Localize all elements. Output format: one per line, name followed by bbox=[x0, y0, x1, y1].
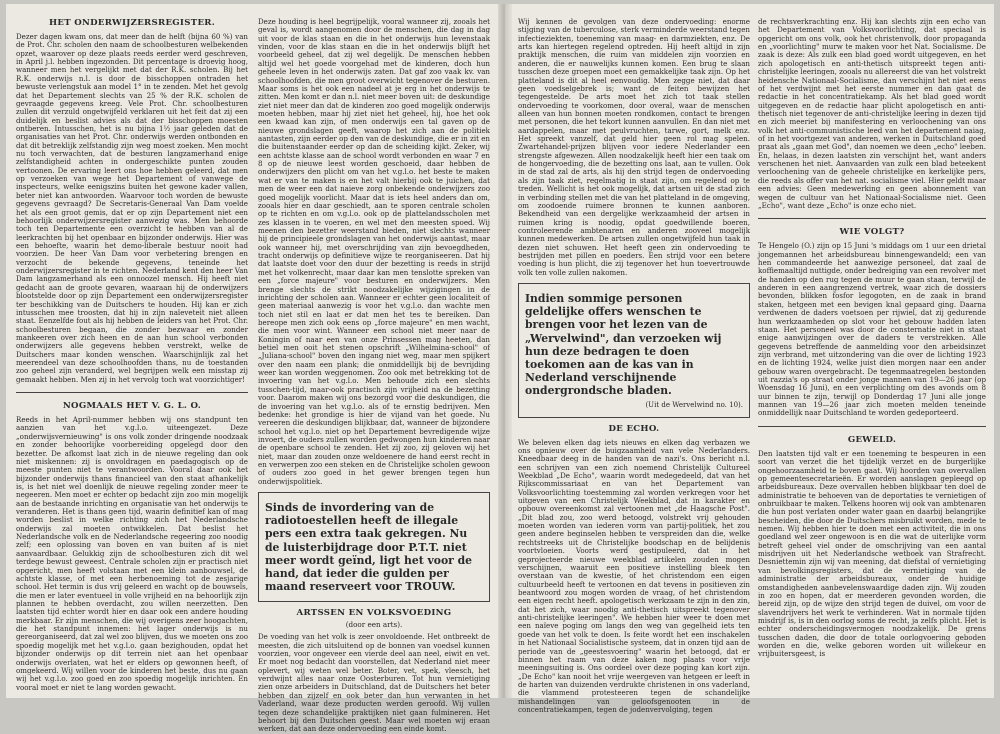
column-2 bbox=[258, 17, 490, 734]
wervelwind-citation: (Uit de Wervelwind no. 10). bbox=[645, 400, 743, 409]
article-body-onderwijzersregister: Dezer dagen kwam ons, dat meer dan de helft (bijna 60 %) van de Prot. Chr. scholen den naam de schoolbesturen welbekenden opzet, waarover op deze plaats reeds eerder werd geschreven, in April j.l. hebben ingezonden. Dit percentage is droevig hoog, wanneer men het vergelijkt met dat der R.K. scholen. Bij het R.K. onderwijs n.l. is door de bisschoppen ontraden het bewuste verlengstuk aan model 1° in te zenden. Met het gevolg dat het Departement slechts van 25 % der R.K. scholen de gevraagde gegevens kreeg. Vele Prot. Chr. schoolbesturen zullen dit verzuld ongetwijfeld verklaren uit het feit dat zij een duidelijk en beslist advies als dat der bisschoppen moesten ontberen. Intusschen, het is nu bijna 1½ jaar geleden dat de organisaties van het Prot. Chr. onderwijs werden ontbonden en dat dit betreklijk zelfstandig zijn weg moest zoeken. Men mocht nu toch verwachten, dat de besturen langzamerhand enige zelfstandigheid achten in ondergeschikte punten zouden vertoonen. De ervaring leert ons hoe hebben geleerd, dat men op verzoeken van wege het Departement of vanwege de inspecteurs, welke eenigszins buiten het gewone kader vallen, beter niet kan antwoorden. Waarvoor toch worden de bewuste gegevens gevraagd? De Secretaris-Generaal Van Dam voelde het als een groot gemis, dat er op zijn Departement niet een behoorlijk onderwijzersregister aanwezig was. Men behoorde toch ten Departemente een overzicht te hebben van al de leerkrachten bij het openbaar en bijzonder onderwijs. Hier was een behoefte, waarin het demo-liberale bestuur nooit had voorzien. De heer Van Dam voor verbetering brengen en verzocht de bekende gegevens, teneinde het onderwijzersregister in te richten. Nederland kent den heer Van Dam langzamerhand als een onnoozel mensch. Hij heeft niet gedacht aan de groote gevaren, waaraan hij de onderwijzers blootstelde door op zijn Departement een onderwijzersregister ter beschikking van de Duitschers te houden. Hij kan er zich intusschen mee troosten, dat hij in zijn naïeveteit niet alleen staat. Eenzelfde fout als hij hebben de leiders van het Prot. Chr. schoolbesturen begaan, die zonder bezwaar en zonder mankeeren over zich heen en de aan hun school verbonden onderwijzers alle gegevens hebben verstrekt, welke de Duitschers maar konden wenschen. Waarschijnlijk zal het meerendeel van deze schoolhoofden thans, nu de toestanden zoo geheel zijn veranderd, wel begrijpen welk een misstap zij gemaakt hebben. Men zij in het vervolg toch wat voorzichtiger! bbox=[16, 32, 248, 384]
divider bbox=[758, 426, 986, 427]
column-4 bbox=[758, 18, 986, 690]
column-1 bbox=[16, 18, 248, 690]
wervelwind-notice-text: Indien sommige personen geldelijke offers wenschen te brengen voor het lezen van de „Wervelwind", dan verzoeken wij hun deze bedragen te doen toekomen aan de kas van in Nederland verschijnende ondergrondsche bladen. bbox=[525, 292, 722, 398]
column-3 bbox=[518, 17, 750, 715]
article-body-wie-volgt: Te Hengelo (O.) zijn op 15 Juni 's middags om 1 uur een drietal jongemannen het arbeidsbureau binnengewandeld; een van hen commandeerde het aanwezige personeel, dat zaal de koffiemaaltijd nuttigde, onder bedreiging van een revolver met de handen op den rug tegen de muur te gaan staan, terwijl de anderen in een aangrenzend vertrek, waar zich de dossiers bevonden, blikken fosfor legogoten, en de zaak in brand staken, hetgeen met een bevigen knal gepaard ging. Daarna verdwenen de daders voetsoen per rijwiel, dat zij gedurende hun werkzaamheden op slot voor het gebouw hadden laten staan. Het personeel was door de consternatie niet in staat enige aanwijzingen over de daders te verstrekken. Alle gegevens betreffende de aanmelding voor den arbeidsinzet zijn verbrand, met uitzondering van die over de lichting 1923 en de lichting 1924, welke juist dien morgen naar een ander gebouw waren overgebracht. De tegenmaatregelen bestonden uit razzia's op straat onder jonge mannen van 19—26 jaar (op Woensdag 16 Juni), en een verplichting om des avonds om 8 uur binnen te zijn, terwijl op Donderdag 17 Juni alle jonge mannen van 19—26 jaar zich moeten melden teneinde onmiddellijk naar Duitschland te worden gedeporteerd. bbox=[758, 241, 986, 418]
article-body-vglo-continued: Deze houding is heel begrijpelijk, vooral wanneer zij, zooals het geval is, wordt aangenomen door de menschen, die dag in dag uit voor de klas staan en die in het onderwijs hun levenstaak vinden, voor de klas staan en die in het onderwijs blijft het voorbeeld geheel, dat zij wel degelijk. De menschen hebben altijd wel het goede voorgehad met de kinderen, doch hun geheele leven in het onderwijs zaten. Dat gaf zoo vaak kv. van schoolhoofden, die men groot overwicht tegenover de besturen. Maar soms is het ook een nadeel at je erg in het onderwijs te zitten. Men komt er dan n.l. niet meer boven uit: de deskundige ziet niet meer dan dat de kinderen zoo goed mogelijk onderwijs moeten hebben, maar hij ziet niet het geheel, hij, hoe het ook een kwaad kan zijn, of men onderwijs een tal gaven op de nieuwe grondslagen geeft, waarop het zich aan de politiek aantasten, zijn eerder op den van de deskundige, die er in zit en die buitenstaander eerder op dan de scheiding kijkt. Zeker, wij een achtste klasse aan de school wordt verbonden en waar 7 en 8 op de nieuwe leest worden geschoeid, daar hebben de onderwijzers den plicht om van het v.g.l.o. het beste te maken wat er van te maken is en het valt hierbij ook te juichen, dat men de weer een dat naieve zorg onbekende onderwijzers zoo goed mogelijk voorlicht. Maar dat is iets heel anders dan om, zooals hier en daar geschiedt, aan te sporen centrale scholen op te richten en om v.g.l.o. ook op de plattelandsscholen met zes klassen in te voeren, en wel met den meesten spoed. Wij meenen den bezetter weerstand bieden, niet slechts wanneer hij de principieele grondslagen van het onderwijs aantast, maar ook wanneer hij, met overschrijding van zijn bevoegdheden, tracht onderwijs op definitieve wijze te reorganiseeren. Dat hij dat laatste doet voor den duur der bezetting is reeds in strijd met het volkenrecht, maar daar kan men tenslotte spreken van een „force majeure" voor besturen en onderwijzers. Men brenge slechts de strikt noodzakelijke wijzigingen in de inrichting der scholen aan. Wanneer er echter geen localiteit of geen materiaal aanwezig is voor het v.g.l.o. dan wachte men toch niet stil en laat er dat men het tes te bereiken. Dan bereope men zich ook eens op „force majeure" en men wacht, die men voor wint. Wanneer een school niet meer naar de Koningin of naar een van onze Prinsessen mag heeten, dan betiel men ooit het stenen opschrift „Wilhelmina-school" of „Juliana-school" boven den ingang niet weg, maar men spijkert over den naam een plank; die onmiddellijk bij de bevrijding weer kan worden weggenomen. Zoo ook met betrekking tot de invoering van het v.g.l.o. Men behoude zich een slechts tusschen-tijd, maar-ook practisch zijn vrijheid na de bezetting voor. Daarom maken wij ons bezorgd voor die deskundigen, die de invoering van het v.g.l.o. als of te ernstig bedrijven. Men bedenke: het grondige is hier de vijand van het goede. Nu vereeren die deskundigen blijkbaar, dat, wanneer de bijzondere school het v.g.l.o. niet op het Departement bevredigende wijze invoert, de ouders zullen worden gedwongen hun kinderen naar de openbare school te zenden. Het zij zoo, zij geloven wij het niet, maar dan zouden onze weldoenere de hand eerst recht in en verwerpen zoo een steken en de Christelijke scholen gewoon of ouders zoo goed in het gewer brengen tegen hun onderwijspolitiek. bbox=[258, 17, 490, 486]
wervelwind-notice-box bbox=[518, 283, 750, 417]
divider bbox=[16, 392, 248, 393]
article-subtitle-artsen: (door een arts). bbox=[345, 620, 403, 630]
article-body-echo-continued: de rechtsverkrachting enz. Hij kan slechts zijn een echo van het Departement van Volksvoorlichting, dat speciaal is opgericht om ons volk, ook het christenvolk, door propaganda en „voorlichting" murw te maken voor het Nat. Socialisme. De zaak is deze: Als zulk een blad goed wordt uitgegeven, en het zich apologetisch en anti-thetisch uitspreekt tegen anti-christelijke leeringen, zooals nu allereerst die van het volstrekt heidensche Nationaal-Socialisme, dan verschijnt het niet eens of het verdwijnt met het eerste nummer en dan gaat de redactie in het concentratiekamp. Als het blad goed wordt uitgegeven en de redactie haar plicht apologetisch en anti-thetisch niet tegenover de anti-christelijke leering in dezen tijd en zich meeriet bij manifestering en verloochening van ons volk het anti-communistische leed van het departement naiag, of in het voortgezet van anderen, werken in Duitschland goed praat als „gaan met God", dan noemen we deen „echo" leeben. En, helaas, in dezen laatsten zin verschijnt het, want anders verschenen het niet. Aanvaarden van zulk een blad beteekent verloochening van de geheele christelijke en kerkelijke pers, die reeds als offer van het nat. socialisme viel. Hier geldt maar een advies: Geen medewerking en geen abonnement van wegen de cultuur van het Nationaal-Socialisme niet. Geen „Echo", want deze „Echo" is onze echo niet. bbox=[758, 17, 987, 210]
article-title-wie-volgt: WIE VOLGT? bbox=[839, 227, 905, 238]
radio-notice-box bbox=[258, 492, 490, 602]
article-title-onderwijzersregister: HET ONDERWIJZERSREGISTER. bbox=[48, 18, 216, 28]
article-title-echo: DE ECHO. bbox=[608, 423, 660, 434]
article-body-geweld: Den laatsten tijd valt er een toeneming te bespeuren in een soort van verzet die het tijdelijk verzet en de burgerlijke ongehoorzaamheid te boven gaat. Wij hoorden van overvallen op gemeentesecretarieën. Er worden aanslagen gepleegd op arbeidsbureaux. Deze overvallen hebben blijkbaar ten doel de administratie te behoeven van de deportaties te vernietigen of onbruikbaar te maken. Telkens hooren wij ook van ambtenaren die hun post verlaten onder water gaan en daarbij belangrijke bescheiden, die door de Duitschers misbruikt worden, mede te nemen. Wij hebben hier te doen met een activiteit, die in ons goedland wel zeer ongewoon is en die wat de uiterlijke vorm betreft geheel viel onder de omschrijving van een aantal misdrijven uit het Nederlandsche wetboek van Strafrecht. Desniettemin zijn wij van meening, dat diefstal of vernietiging van bevolkingsregisters, dat de vernietiging van de administratie der arbeidsbureaux, onder de huidige omstandigheden aanbevelenswaardige daden zijn. Wij zouden in zoo en hopen, dat er meerderen gevonden worden, die bereid zijn, op de wijze den strijd tegen de duivel, om voor de slavendrijvers het werk te verhinderen. Wat in normale tijden misdrijf is, is in den oorlog soms de recht, ja zelfs plicht. Het is echter onderscheidingsvermogen noodzakelijk. De grens tusschen daden, die door de totale oorlogvoering geboden worden en die, welke geboren worden uit willekeur en vrijbuitersgeest, is bbox=[758, 448, 986, 659]
article-body-vglo: Reeds in het April-nummer hebben wij ons standpunt ten aanzien van het v.g.l.o. uiteengezet. Deze „onderwijsvernieuwing" is ons volk zonder dringende noodzaak en zonder behoorlijke voorbereiding opgelegd door den bezetter. De afkomst laat zich in de nieuwe regeling dan ook niet miskennen: zij is onvoldragen en paedagogisch op de meeste punten niet te verantwoorden. Vooral daar ook het bijzonder onderwijs thans financieel van den staat afhankelijk is, is het niet wel doenlijk de nieuwe regeling zonder meer te negeeren. Men moet er echter op bedacht zijn zoo min mogelijk aan de bestaande inrichting en organisatie van het onderwijs te veranderen. Het is thans geen tijd, waarin definitief kan of mag worden beslist in welke richting zich het Nederlandsche onderwijs zal moeten ontwikkelen. Dat beslist het Nederlandsche volk en de Nederlandsche regeering zoo noodig zelf; een oplossing van boven en van buiten af is niet aanvaardbaar. Gelukkig zijn de schoolbesturen zich dit wel terdege bewust geweest. Centrale scholen zijn er practisch niet opgericht, men heeft volstaan met een klein aanbouwsel, de achtste klasse, of met een herbenoeming tot de zesjarige school. Het termin is dus vrij geleerd en wacht op de bouwsels, die men er later eventueel in volle vrijheid en na behoorlijk zijn plannen te hebben overdacht, zou willen neerzetten. Den laatsten tijd echter wordt hier en daar ook een andere houding merkbaar. Er zijn menschen, die wij overigens zeer hoogachten, die het standpunt innemen: het lager onderwijs is nu gereorganiseerd, dat zal wel zoo blijven, dus we moeten ons zoo spoedig mogelijk met het v.g.l.o. gaan bezighouden, opdat het bijzonder onderwijs op dit terrein niet aan het openbaar onderwijs overlaten, wat het er elders op gewonnen heeft, of omgekeerd. Wij willen voor de kinderen het beste, dus nu gaan wij het v.g.l.o. zoo goed en zoo spoedig mogelijk inrichten. En vooral moet er niet te lang worden gewacht. bbox=[16, 415, 248, 692]
article-body-artsen-continued: Wij kennen de gevolgen van deze ondervoeding: enorme stijging van de tuberculose, sterk verminderde weerstand tegen infectieziekten, toeneming van maag- en darmziekten, enz. De arts kan hiertegen regelend optreden. Hij heeft altijd in zijn praktijk menschen, die ruim van middelen zijn voorzien en anderen, die er nauwelijks kunnen komen. Een brug te slaan tusschen deze groepen moet een gemakkelijke taak zijn. Op het platteland is dit al heel eenvoudig. Men zegge niet, dat daar geen voedselgebrek is; want de feiten bewijzen het tegengestelde. De arts moet het zich tot taak stellen ondervoeding te voorkomen, door overal, waar de menschen alleen van hun bonnen moeten rondkomen, contact te brengen met personen, die het tekort kunnen aanvullen. En dan niet met aardappelen, maar met peulvruchten, tarwe, gort, melk enz. Het spreekt vanzelf, dat geld hier geen rol mag spelen. Zwartehandel-prijzen blijven voor iedere Nederlander een strengste afgewezen. Allen noodzakelijk heeft hier een taak om de hongervoeding, die de bezetting ons laat, aan te vullen. Ook in de stad zal de arts, als hij den strijd tegen de ondervoeding als zijn taak ziet, regelmatig in staat zijn, om regelend op te treden. Wellicht is het ook mogelijk, dat artsen uit de stad zich in verbinding stellen met die van het platteland in de omgeving, om zoodoende ruimere bronnen te kunnen aanboren. Bekendheid van een dergelijke werkzaamheid der artsen in ruimen kring is noodig, opdat goedwillende boeren, controleerende ambtenaren en anderen zooveel mogelijk kunnen medewerken. De artsen zullen ongetwijfeld hun taak in dezen niet schuwen. Het heeft geen zin ondervoeding te bestrijden met pillen en poeders. Een strijd voor een betere voeding is hun plicht, die zij tegenover het hun toevertrouwde volk ten volle zullen nakomen. bbox=[518, 17, 750, 277]
article-title-vglo: NOGMAALS HET V. G. L. O. bbox=[62, 401, 202, 412]
article-title-geweld: GEWELD. bbox=[847, 434, 897, 445]
radio-notice-text: Sinds de invordering van de radiotoestellen heeft de illegale pers een extra taak gekregen. Nu de luisterbijdrage door P.T.T. niet meer wordt geïnd, ligt het voor de hand, dat ieder die gulden per maand reserveert voor TROUW. bbox=[265, 501, 473, 594]
article-body-artsen: De voeding van het volk is zeer onvoldoende. Het ontbreekt de meesten, die zich uitsluitend op de bonnen van voedsel kunnen voorzien, voor ongeveer een vierde deel aan neel, eiwit en vet. Er moet nog bedacht dan voorstellen, dat Nederland niet meer oplevert, wij weten wel beter. Boter, vet, spek, vleesch, het verdwijnt alles naar onze Oosterburen. Tot hun vernietiging zien onze arbeiders in Duitschland, dat de Duitschers het beter hebben dan zijzelf en ook beter dan hun verwanten in het Vaderland, waar deze producten werden geroofd. Wij vullen tegen deze schandelijke praktijken niet gaan fulmineren. Het behoort bij den Duitschen geest. Maar wel moeten wij eraan werken, dat aan deze ondervoeding een einde komt. bbox=[258, 632, 490, 734]
newspaper-sheet bbox=[6, 4, 994, 734]
article-title-artsen: ARTSSEN EN VOLKSVOEDING bbox=[296, 608, 452, 619]
divider bbox=[758, 218, 986, 219]
article-body-echo: We beleven elken dag iets nieuws en elken dag verbazen we ons opnieuw over de buigzaamheid van vele Nederlanders. Kneedbaar deeg in de handen van de nazi's. Ons bericht n.l. een schrijven van een zich noemend Christelijk Cultureel Weekblad „De Echo", waarin wordt medegedeeld, dat van het Rijkscommissariaat en van het Departement van Volksvoorlichting toestemming zal worden verkregen voor het uitgeven van een Christelijk Weekblad, dat in karakter en opbouw overeenkomst zal vertoonen met „de Haagsche Post". „Dit blad zou, zoo werd betoogd, volstrekt vrij gehouden moeten worden van iederen vorm van partij-politiek, het zou geen andere beginselen hebben te verspreiden dan die, welke rechtstreeks uit de Christelijke boodschap en de belijdenis voortvloeien. Voorts werd gestipuleerd, dat in het geprojecteerde nieuwe weekblad artikelen zouden mogen verschijnen, waaruit een positieve instelling bleek ten overstaan van de kwestie, of het christendom een eigen cultuurbeeld heeft te vertoonen en dat tevens in positieven zin beantwoord zou mogen worden de vraag, of het christendom een eigen recht heeft. apologetisch werkzaam te zijn in den zin, dat het zich, waar noodig anti-thetisch uitspreekt tegenover anti-christelijke leeringen". We hebben hier weer te doen met een naïeve poging om langs den weg van gegelheid iets ten goede van het volk te doen. Is feite wordt het een inschakelen in het Nationaal Socialistische systeem, dat in onzen tijd aan de periode van de „geestesvoering" waarin het betoogd, dat er binnen het raam van deze kaken nog plaats voor vrije meeningsuiting is. Ons oordeel over deze poging kan kort zijn. „De Echo" kan nooit het vrije weergeven van hetgeen er leeft in de harten van duizenden verdrukte christenen in ons vaderland, die vlammend protesteeren tegen de schandelijke mishandelingen van geloofsgenooten in de concentratiekampen, tegen de jodenvervolging, tegen bbox=[518, 437, 750, 715]
page-fold bbox=[498, 4, 512, 698]
